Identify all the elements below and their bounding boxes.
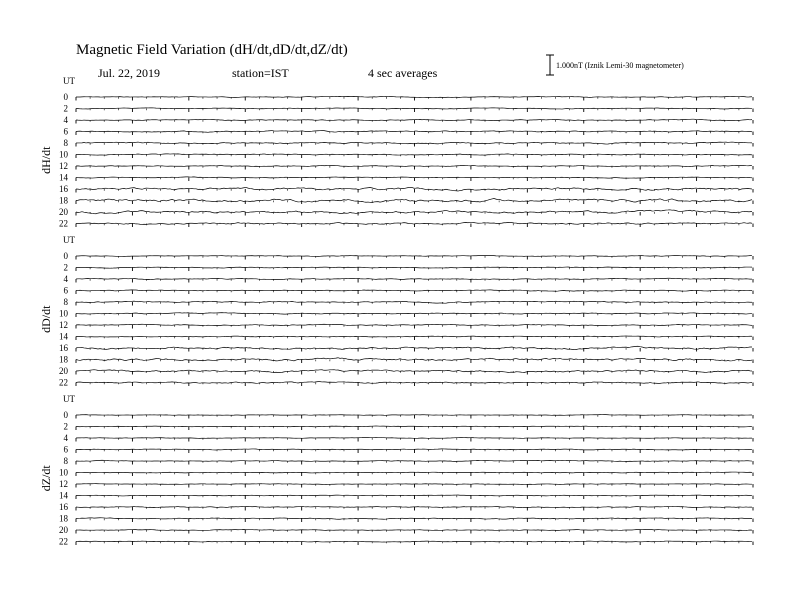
row-hour-label: 6	[63, 285, 68, 296]
data-trace	[76, 541, 752, 542]
data-trace	[76, 108, 752, 109]
station-label: station=IST	[232, 66, 289, 80]
row-hour-label: 8	[63, 138, 68, 148]
row-hour-label: 22	[59, 377, 68, 388]
row-hour-label: 0	[63, 410, 68, 420]
averaging-label: 4 sec averages	[368, 66, 438, 80]
data-trace	[76, 142, 752, 144]
row-hour-label: 14	[59, 172, 68, 183]
row-hour-label: 4	[63, 115, 68, 125]
row-hour-label: 6	[63, 126, 68, 137]
row-hour-label: 0	[63, 251, 68, 261]
row-hour-label: 4	[63, 274, 68, 284]
data-trace	[76, 382, 752, 384]
data-trace	[76, 119, 752, 121]
panel-dzdt	[39, 394, 753, 547]
data-trace	[76, 301, 752, 303]
data-trace	[76, 426, 752, 427]
data-trace	[76, 495, 752, 496]
row-hour-label: 22	[59, 218, 68, 229]
panel-component-label: dH/dt	[39, 146, 53, 174]
row-hour-label: 10	[59, 467, 68, 478]
row-hour-label: 2	[63, 262, 68, 273]
panel-ut-label: UT	[63, 235, 75, 245]
data-trace	[76, 449, 752, 450]
data-trace	[76, 96, 752, 97]
row-hour-label: 16	[59, 502, 68, 512]
row-hour-label: 0	[63, 92, 68, 102]
row-hour-label: 16	[59, 343, 68, 353]
data-trace	[76, 472, 752, 473]
chart-panels	[39, 76, 753, 547]
data-trace	[76, 370, 752, 373]
row-hour-label: 4	[63, 433, 68, 443]
data-trace	[76, 278, 752, 279]
data-trace	[76, 460, 752, 461]
data-trace	[76, 210, 752, 214]
row-hour-label: 12	[59, 320, 68, 330]
panel-component-label: dZ/dt	[39, 465, 53, 492]
data-trace	[76, 358, 752, 361]
row-hour-label: 16	[59, 184, 68, 194]
panel-ut-label: UT	[63, 394, 75, 404]
panel-dhdt	[39, 76, 753, 229]
data-trace	[76, 165, 752, 166]
data-trace	[76, 177, 752, 178]
row-hour-label: 18	[59, 354, 68, 365]
row-hour-label: 2	[63, 103, 68, 114]
row-hour-label: 18	[59, 513, 68, 524]
panel-ut-label: UT	[63, 76, 75, 86]
row-hour-label: 12	[59, 161, 68, 171]
data-trace	[76, 324, 752, 325]
row-hour-label: 20	[59, 207, 68, 217]
data-trace	[76, 256, 752, 257]
chart-title: Magnetic Field Variation (dH/dt,dD/dt,dZ/dt)	[76, 42, 348, 58]
data-trace	[76, 506, 752, 507]
data-trace	[76, 199, 752, 203]
data-trace	[76, 267, 752, 268]
panel-component-label: dD/dt	[39, 305, 53, 333]
data-trace	[76, 131, 752, 133]
data-trace	[76, 187, 752, 191]
data-trace	[76, 484, 752, 485]
data-trace	[76, 414, 752, 415]
scale-bar	[546, 55, 554, 75]
data-trace	[76, 336, 752, 337]
row-hour-label: 14	[59, 490, 68, 501]
data-trace	[76, 290, 752, 291]
row-hour-label: 20	[59, 525, 68, 535]
scale-bar-label: 1.000nT (Iznik Lemi-30 magnetometer)	[556, 61, 684, 70]
row-hour-label: 10	[59, 149, 68, 160]
row-hour-label: 2	[63, 421, 68, 432]
data-trace	[76, 529, 752, 530]
data-trace	[76, 154, 752, 155]
row-hour-label: 8	[63, 297, 68, 307]
row-hour-label: 20	[59, 366, 68, 376]
data-trace	[76, 518, 752, 520]
row-hour-label: 14	[59, 331, 68, 342]
row-hour-label: 6	[63, 444, 68, 455]
row-hour-label: 8	[63, 456, 68, 466]
data-trace	[76, 222, 752, 224]
row-hour-label: 10	[59, 308, 68, 319]
row-hour-label: 22	[59, 536, 68, 547]
row-hour-label: 12	[59, 479, 68, 489]
data-trace	[76, 346, 752, 349]
panel-dddt	[39, 235, 753, 388]
data-trace	[76, 438, 752, 439]
date-label: Jul. 22, 2019	[98, 66, 161, 80]
row-hour-label: 18	[59, 195, 68, 206]
data-trace	[76, 313, 752, 315]
